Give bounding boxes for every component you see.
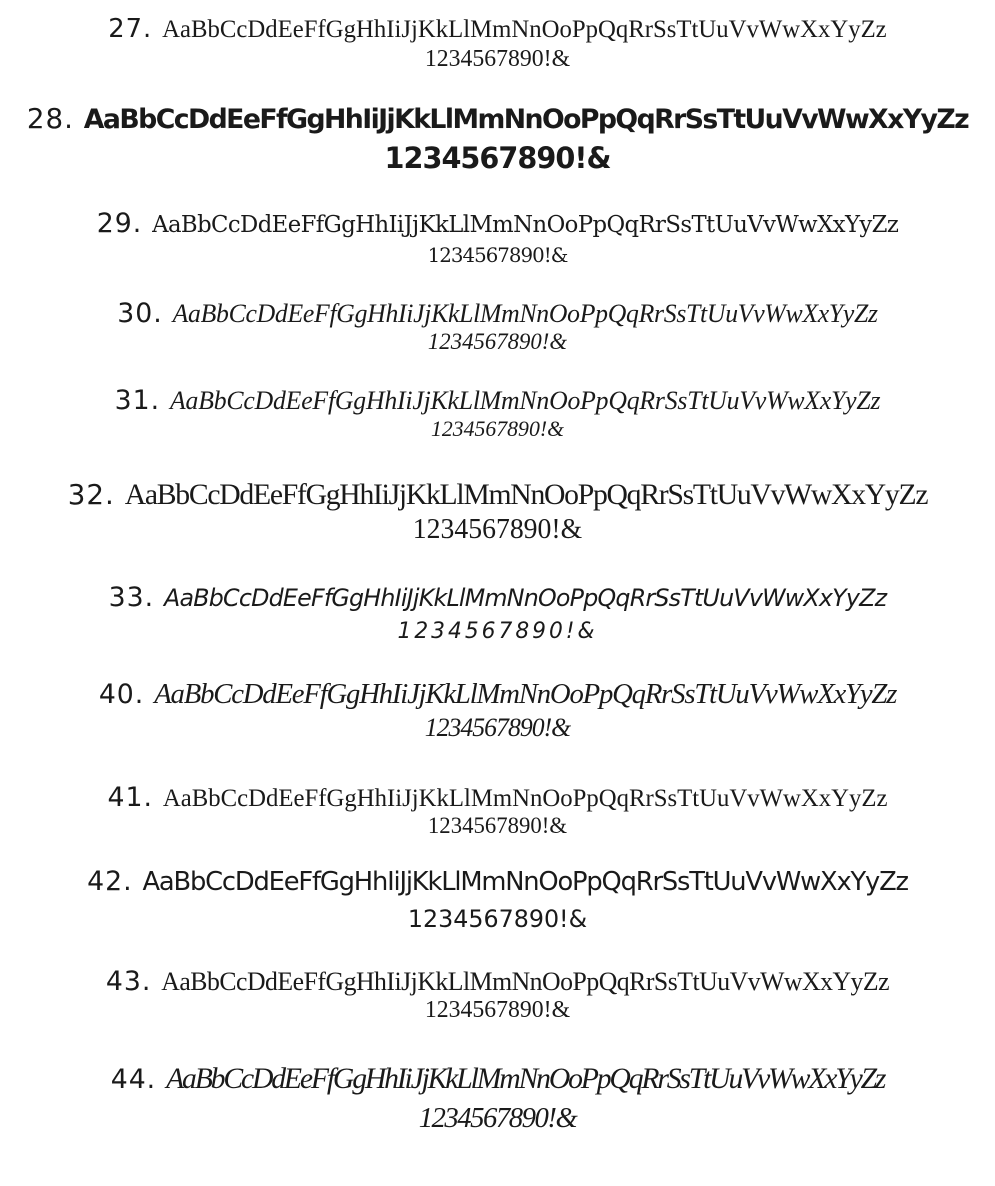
font-sample-digits: 1234567890!& (397, 619, 598, 644)
font-sample-line (5, 298, 990, 329)
font-sample-line (5, 678, 990, 711)
font-sample-44 (0, 1062, 995, 1135)
font-sample-digits: 1234567890!& (384, 141, 611, 175)
font-sample-32 (0, 478, 995, 546)
font-sample-line (5, 478, 990, 512)
font-sample-30 (0, 298, 995, 355)
font-sample-alphabet: AaBbCcDdEeFfGgHhIiJjKkLlMmNnOoPpQqRrSsTtUuVvWwXxYyZz (83, 104, 969, 135)
font-sample-digits: 1234567890!& (427, 329, 568, 354)
font-sample-number: 41. (107, 782, 154, 813)
font-sample-digits: 1234567890!& (427, 813, 568, 838)
font-sample-line (5, 966, 990, 997)
font-sample-number: 27. (108, 14, 153, 44)
font-sample-alphabet: AaBbCcDdEeFfGgHhIiJjKkLlMmNnOoPpQqRrSsTtUuVvWwXxYyZz (162, 16, 887, 43)
font-sample-number: 29. (96, 208, 143, 239)
font-sample-line (5, 1062, 990, 1096)
font-sample-27 (0, 14, 995, 73)
font-sample-digits: 1234567890!& (407, 905, 588, 933)
font-sample-alphabet: AaBbCcDdEeFfGgHhIiJjKkLlMmNnOoPpQqRrSsTtUuVvWwXxYyZz (124, 478, 928, 511)
font-sample-line (5, 582, 990, 613)
font-sample-alphabet: AaBbCcDdEeFfGgHhIiJjKkLlMmNnOoPpQqRrSsTtUuVvWwXxYyZz (142, 867, 908, 897)
font-sample-41 (0, 782, 995, 839)
font-sample-43 (0, 966, 995, 1024)
font-sample-alphabet: AaBbCcDdEeFfGgHhIiJjKkLlMmNnOoPpQqRrSsTtUuVvWwXxYyZz (164, 584, 887, 612)
font-sample-number: 44. (110, 1064, 157, 1095)
font-sample-line (5, 208, 990, 239)
font-sample-number: 28. (26, 102, 74, 135)
font-sample-31 (0, 385, 995, 442)
font-sample-line (5, 866, 990, 897)
font-sample-number: 32. (67, 478, 115, 511)
font-sample-29 (0, 208, 995, 267)
font-sample-alphabet: AaBbCcDdEeFfGgHhIiJjKkLlMmNnOoPpQqRrSsTtUuVvWwXxYyZz (166, 1062, 885, 1095)
font-sample-number: 42. (87, 866, 133, 897)
font-sample-40 (0, 678, 995, 743)
font-sample-alphabet: AaBbCcDdEeFfGgHhIiJjKkLlMmNnOoPpQqRrSsTtUuVvWwXxYyZz (161, 967, 890, 996)
font-sample-digits: 1234567890!& (427, 243, 568, 267)
font-sample-number: 31. (114, 385, 161, 416)
font-sample-digits: 1234567890!& (430, 416, 565, 441)
font-sample-digits: 1234567890!& (424, 713, 571, 742)
font-sample-alphabet: AaBbCcDdEeFfGgHhIiJjKkLlMmNnOoPpQqRrSsTtUuVvWwXxYyZz (172, 299, 878, 328)
font-sample-line (5, 385, 990, 416)
font-sample-number: 30. (117, 298, 163, 329)
font-sample-digits: 1234567890!& (418, 1102, 577, 1134)
font-sample-alphabet: AaBbCcDdEeFfGgHhIiJjKkLlMmNnOoPpQqRrSsTtUuVvWwXxYyZz (170, 386, 881, 415)
font-sample-28 (0, 102, 995, 175)
font-sample-line (5, 14, 990, 44)
font-sample-digits: 1234567890!& (424, 46, 571, 72)
font-sample-alphabet: AaBbCcDdEeFfGgHhIiJjKkLlMmNnOoPpQqRrSsTtUuVvWwXxYyZz (154, 678, 897, 710)
font-sample-digits: 1234567890!& (424, 997, 571, 1023)
font-sample-42 (0, 866, 995, 933)
font-sample-alphabet: AaBbCcDdEeFfGgHhIiJjKkLlMmNnOoPpQqRrSsTtUuVvWwXxYyZz (152, 212, 899, 238)
font-sample-33 (0, 582, 995, 644)
font-sample-number: 40. (98, 679, 145, 710)
font-sample-number: 33. (108, 582, 155, 613)
font-sample-line (5, 102, 990, 135)
font-sample-alphabet: AaBbCcDdEeFfGgHhIiJjKkLlMmNnOoPpQqRrSsTtUuVvWwXxYyZz (162, 785, 888, 812)
font-sample-digits: 1234567890!& (412, 514, 583, 545)
font-sample-number: 43. (105, 966, 152, 997)
font-sample-line (5, 782, 990, 813)
